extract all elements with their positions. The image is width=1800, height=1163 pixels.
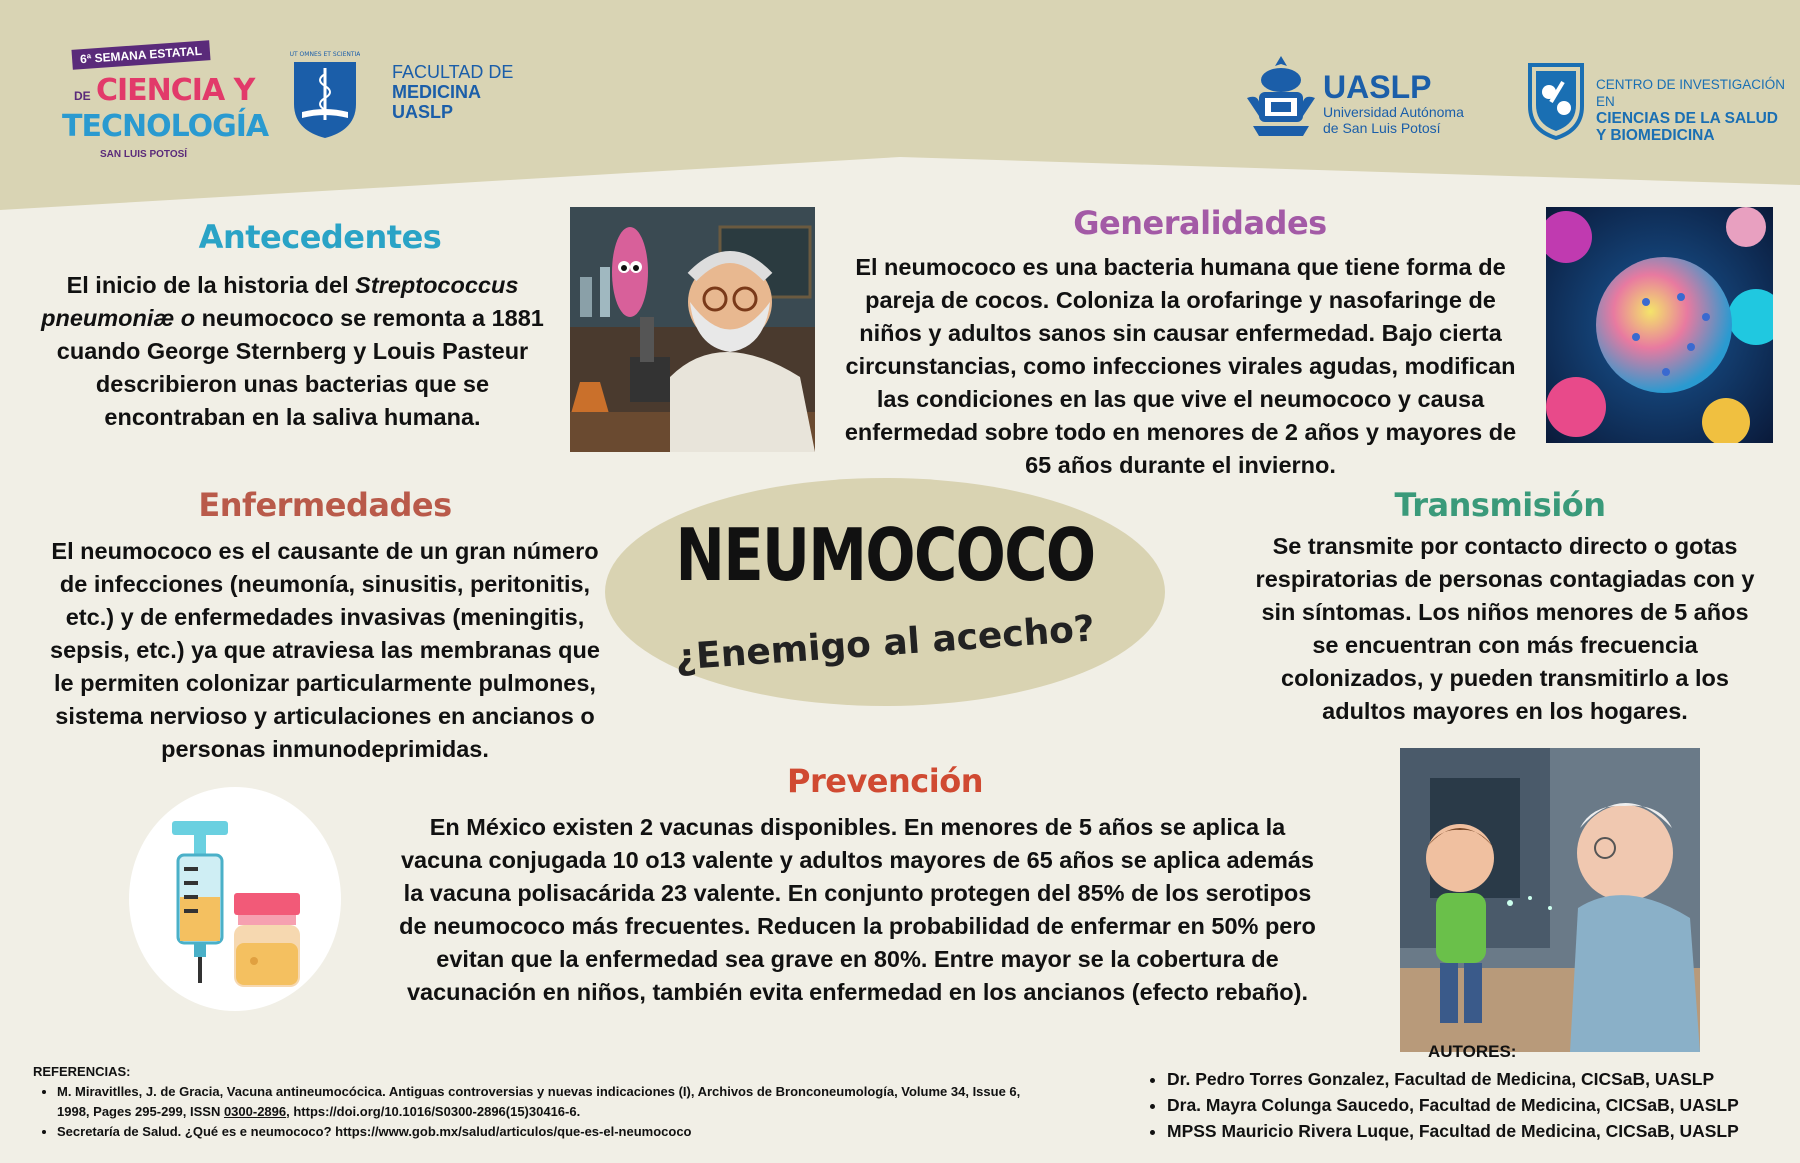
cicsab-logo-text [1596,76,1800,144]
child-grandpa-illustration [1400,748,1700,1052]
uaslp-crest-icon [1245,52,1317,138]
semana-estatal-logo [60,43,269,165]
facultad-line1: FACULTAD DE [392,62,514,82]
authors-title: AUTORES: [1428,1042,1517,1061]
antecedentes-text [30,269,555,434]
poster-subtitle: ¿Enemigo al acecho? [673,608,1097,679]
scientist-illustration [570,207,815,452]
cicsab-line1: CENTRO DE INVESTIGACIÓN EN [1596,77,1786,109]
enfermedades-heading: Enfermedades [198,486,452,524]
cicsab-line3: Y BIOMEDICINA [1596,127,1715,144]
facultad-logo-text [392,62,513,122]
uaslp-name: UASLP [1323,69,1432,105]
prevencion-text: En México existen 2 vacunas disponibles. En menores de 5 años se aplica la vacuna conjugada 10 o13 valente y adultos mayores de 65 años se aplica además la vacuna polisacárida 23 valente. En conjunto protegen del 85% de los serotipos de neumococo más frecuentes. Reducen la probabilidad de enfermar en 50% pero evitan que la enfermedad sea grave en 80%. Entre mayor se la cobertura de vacunación en niños, también evita enfermedad en los ancianos (efecto rebaño). [399,814,1316,1005]
cicsab-line2: CIENCIAS DE LA SALUD [1596,110,1778,127]
bacteria-image [1546,207,1773,443]
poster-title: NEUMOCOCO [675,513,1095,597]
reference-1-part-a: M. Miravitlles, J. de Gracia, Vacuna antineumocócica. Antiguas controversias y nuevas indicaciones (I), Archivos de Bronconeumología, Volume 34, Issue 6, 1998, Pages 295-299, ISSN [57,1084,1021,1119]
facultad-line3: UASLP [392,102,454,122]
author-item: • Dra. Mayra Colunga Saucedo, Facultad de Medicina, CICSaB, UASLP [1167,1092,1793,1118]
semana-ciencia: CIENCIA Y [96,73,255,108]
reference-1-issn: 0300-2896 [223,1104,287,1119]
semana-de: DE [74,89,91,103]
facultad-line2: MEDICINA [392,82,481,102]
author-item: • Dr. Pedro Torres Gonzalez, Facultad de Medicina, CICSaB, UASLP [1167,1066,1793,1092]
antecedentes-lead: El inicio de la historia del [66,272,356,298]
references-title: REFERENCIAS: [33,1064,131,1079]
antecedentes-heading: Antecedentes [198,218,442,256]
references-block [33,1062,1033,1142]
prevencion-heading: Prevención [787,762,983,800]
uaslp-line2: de San Luis Potosí [1323,120,1441,136]
author-item: • MPSS Mauricio Rivera Luque, Facultad de Medicina, CICSaB, UASLP [1167,1118,1793,1144]
enfermedades-text: El neumococo es el causante de un gran número de infecciones (neumonía, sinusitis, peritonitis, etc.) y de enfermedades invasivas (meningitis, sepsis, etc.) ya que atraviesa las membranas que le permiten colonizar particularmente pulmones, sistema nervioso y articulaciones en ancianos o personas inmunodeprimidas. [50,538,600,762]
uaslp-logo-text [1323,70,1464,136]
semana-place: SAN LUIS POTOSÍ [100,149,188,160]
svg-text:UT OMNES ET SCIENTIA: UT OMNES ET SCIENTIA [290,51,360,58]
uaslp-line1: Universidad Autónoma [1323,104,1464,120]
semana-banner: 6ª SEMANA ESTATAL [71,40,210,70]
authors-block [1143,1066,1793,1144]
generalidades-text: El neumococo es una bacteria humana que tiene forma de pareja de cocos. Coloniza la orofaringe y nasofaringe de niños y adultos sanos sin causar enfermedad. Bajo cierta circunstancias, como infecciones virales agudas, modifican las condiciones en las que vive el neumococo y causa enfermedad sobre todo en menores de 2 años y mayores de 65 años durante el invierno. [844,254,1517,478]
transmision-heading: Transmisión [1394,486,1606,524]
reference-item [57,1082,1033,1122]
reference-1-part-b: , https://doi.org/10.1016/S0300-2896(15)30416-6. [286,1104,581,1119]
cicsab-shield-icon [1527,62,1585,140]
generalidades-heading: Generalidades [1073,204,1327,242]
antecedentes-species: Streptococcus pneumoniæ o [41,272,519,331]
facultad-shield-icon [290,50,360,140]
reference-item: • Secretaría de Salud. ¿Qué es e neumococo? https://www.gob.mx/salud/articulos/que-es-el-neumococo [57,1122,1033,1142]
transmision-text: Se transmite por contacto directo o gotas respiratorias de personas contagiadas con y sin síntomas. Los niños menores de 5 años se encuentran con más frecuencia colonizados, y pueden transmitirlo a los adultos mayores en los hogares. [1255,533,1755,724]
antecedentes-rest: neumococo se remonta a 1881 cuando George Sternberg y Louis Pasteur describieron unas bacterias que se encontraban en la saliva humana. [56,305,544,430]
semana-tecnologia: TECNOLOGÍA [62,109,269,144]
vaccine-icon [128,787,343,1012]
